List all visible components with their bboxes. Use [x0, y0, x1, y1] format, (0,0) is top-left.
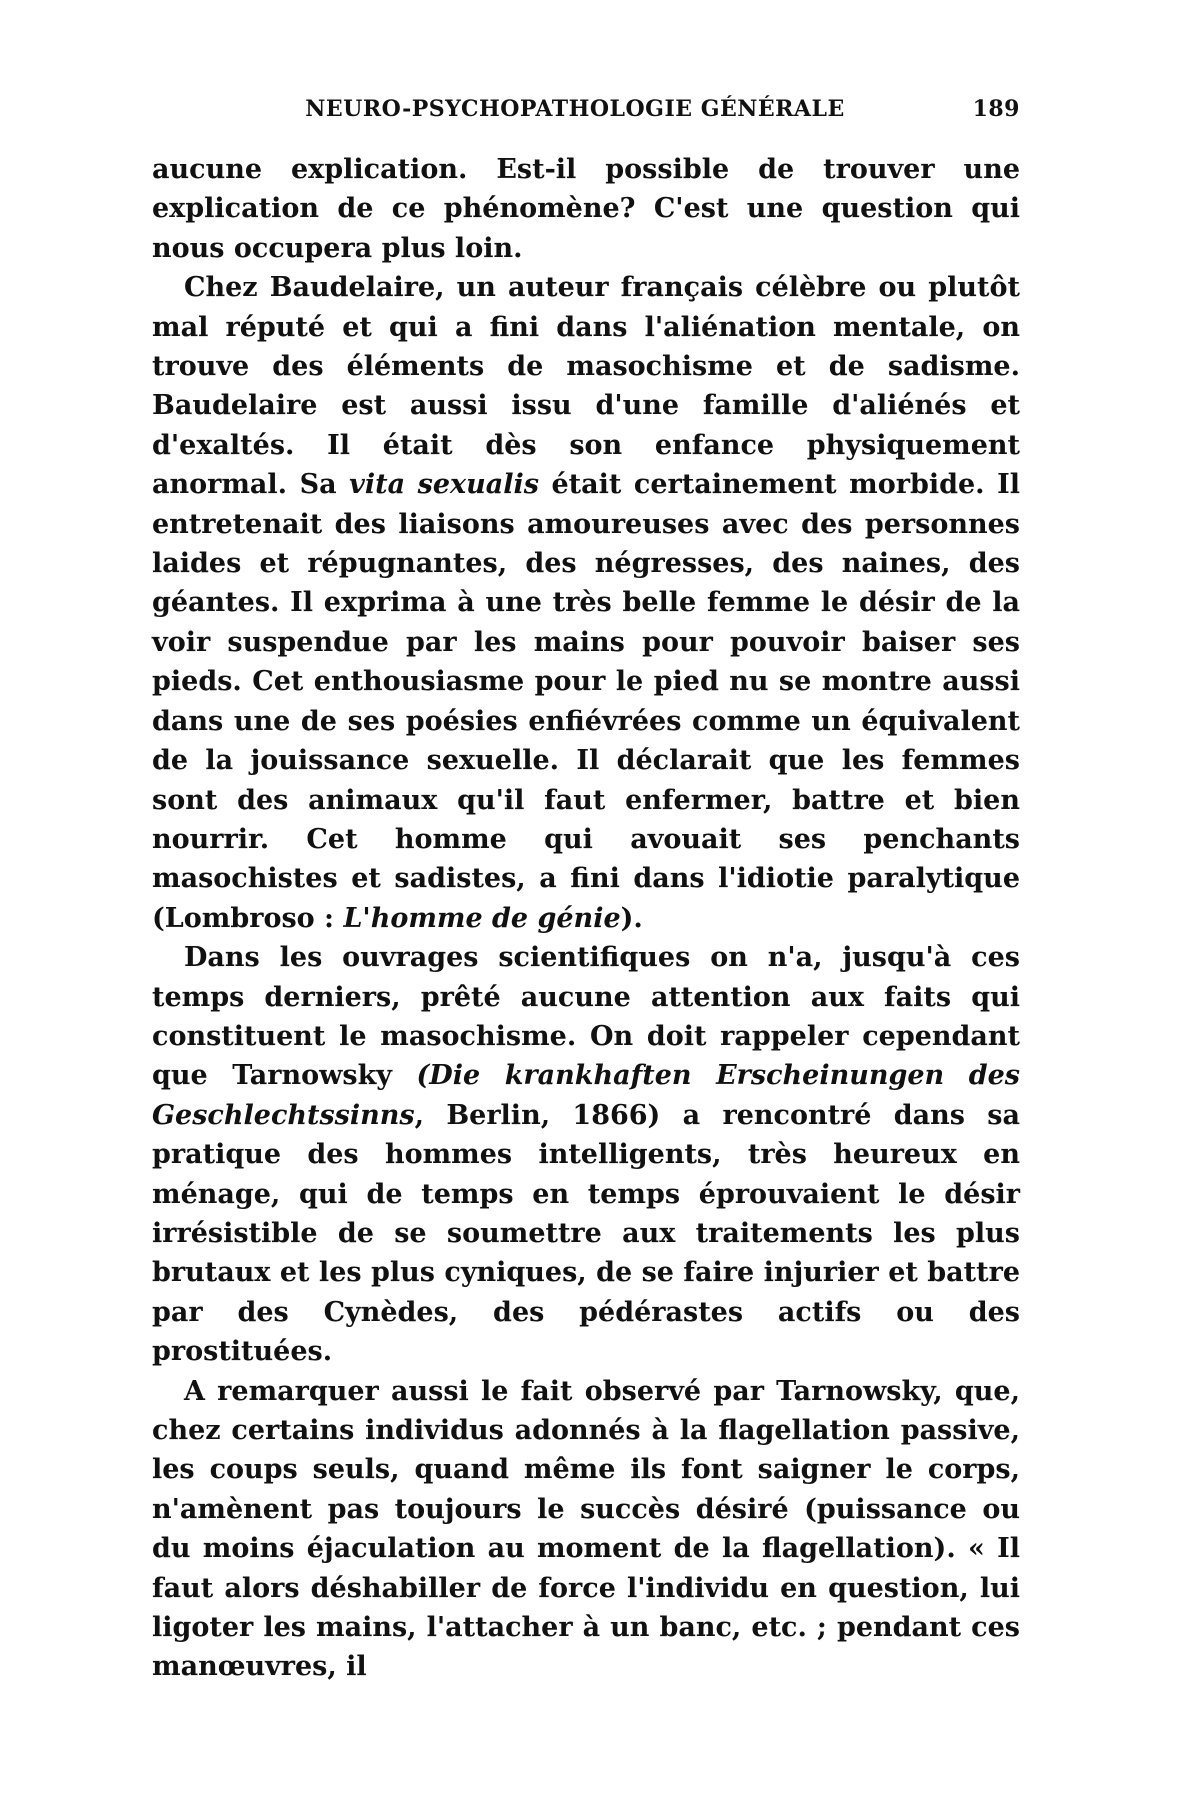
paragraph-1: aucune explication. Est-il possible de trouver une explication de ce phénomène? C'est une question qui nous occupera plus loin. [152, 154, 1020, 264]
paragraph-2-text-1: Chez Baudelaire, un auteur français célèbre ou plutôt mal réputé et qui a fini dans l'aliénation mentale, on trouve des éléments de masochisme et de sadisme. Baudelaire est aussi issu d'une famille d'aliénés et d'exaltés. Il était dès son enfance physiquement anormal. Sa [152, 272, 1020, 501]
paragraph-3-italic-1: (Die krankhaften Erscheinungen des Geschlechtssinns [152, 1060, 1020, 1131]
paragraph-4: A remarquer aussi le fait observé par Tarnowsky, que, chez certains individus adonnés à la flagellation passive, les coups seuls, quand même ils font saigner le corps, n'amènent pas toujours le succès désiré (puissance ou du moins éjaculation au moment de la flagellation). « Il faut alors déshabiller de force l'individu en question, lui ligoter les mains, l'attacher à un banc, etc. ; pendant ces manœuvres, il [152, 1375, 1020, 1683]
paragraph-2-italic-2: L'homme de génie [343, 902, 621, 934]
paragraph-3-text-2: , Berlin, 1866) a rencontré dans sa pratique des hommes intelligents, très heureux en ménage, qui de temps en temps éprouvaient le désir irrésistible de se soumettre aux traitements les plus brutaux et les plus cyniques, de se faire injurier et battre par des Cynèdes, des pédérastes actifs ou des prostituées. [152, 1099, 1020, 1368]
page-number: 189 [972, 96, 1020, 122]
paragraph-2 [152, 268, 1020, 938]
paragraph-2-italic-1: vita sexualis [349, 469, 539, 501]
paragraph-3-text-1: Dans les ouvrages scientifiques on n'a, jusqu'à ces temps derniers, prêté aucune attention aux faits qui constituent le masochisme. On doit rappeler cependant que Tarnowsky [152, 942, 1020, 1092]
paragraph-2-text-3: ). [620, 902, 643, 934]
paragraph-2-text-2: était certainement morbide. Il entretenait des liaisons amoureuses avec des personnes laides et répugnantes, des négresses, des naines, des géantes. Il exprima à une très belle femme le désir de la voir suspendue par les mains pour pouvoir baiser ses pieds. Cet enthousiasme pour le pied nu se montre aussi dans une de ses poésies enfiévrées comme un équivalent de la jouissance sexuelle. Il déclarait que les femmes sont des animaux qu'il faut enfermer, battre et bien nourrir. Cet homme qui avouait ses penchants masochistes et sadistes, a fini dans l'idiotie paralytique (Lombroso : [152, 469, 1021, 934]
running-header [150, 96, 1020, 122]
running-title: NEURO-PSYCHOPATHOLOGIE GÉNÉRALE [305, 96, 845, 122]
body-text [152, 150, 1020, 1687]
paragraph-3 [152, 938, 1020, 1371]
